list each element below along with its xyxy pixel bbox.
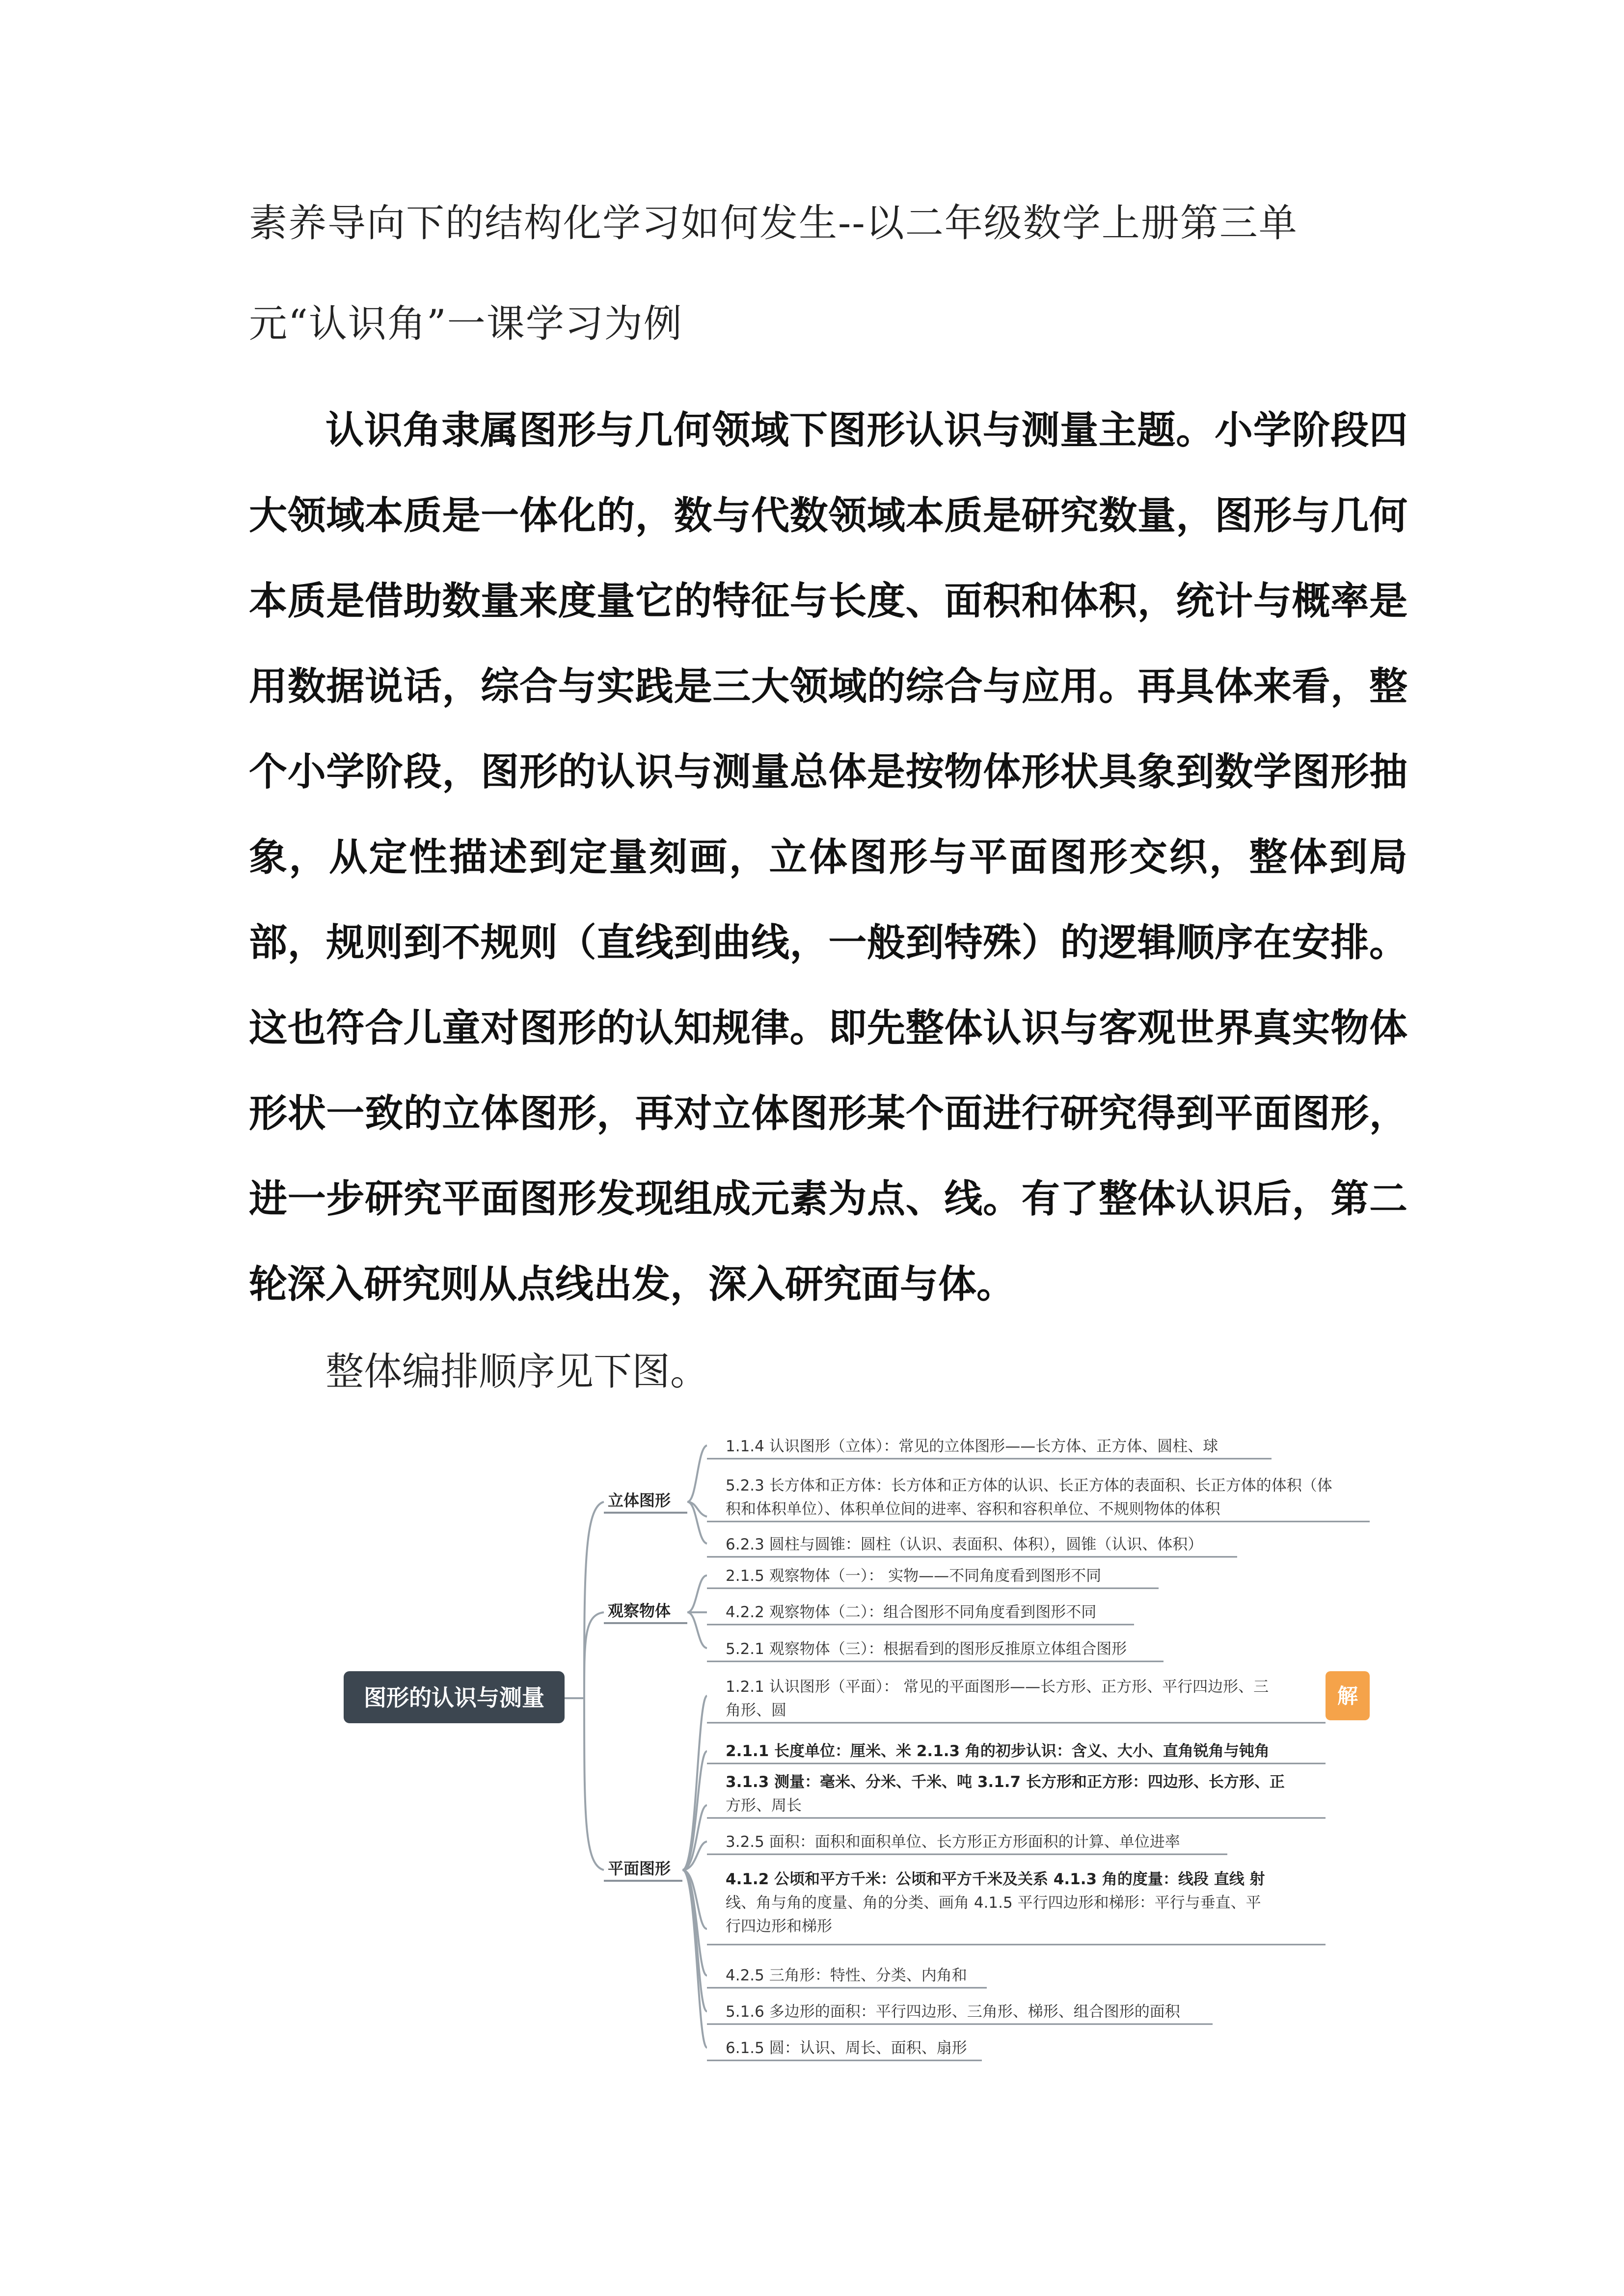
leaf-text: 角形、圆 xyxy=(726,1702,786,1719)
leaf-text: 4.2.5 三角形：特性、分类、内角和 xyxy=(726,1967,967,1984)
leaf-text: 1.1.4 认识图形（立体）：常见的立体图形——长方体、正方体、圆柱、球 xyxy=(726,1438,1218,1455)
mindmap-connectors xyxy=(565,1445,707,2048)
side-tag-label: 解 xyxy=(1337,1684,1358,1708)
leaf-text: 行四边形和梯形 xyxy=(726,1918,832,1935)
leaf-text: 6.1.5 圆：认识、周长、面积、扇形 xyxy=(726,2039,967,2057)
leaf-text: 4.1.2 公顷和平方千米：公顷和平方千米及关系 4.1.3 角的度量：线段 直线 射 xyxy=(726,1870,1265,1888)
leaf-text: 2.1.1 长度单位：厘米、米 2.1.3 角的初步认识：含义、大小、直角锐角与钝角 xyxy=(726,1742,1270,1760)
doc-title-line-1: 素养导向下的结构化学习如何发生--以二年级数学上册第三单 xyxy=(249,201,1298,245)
root-node-label: 图形的认识与测量 xyxy=(364,1684,544,1711)
branch-label-observe: 观察物体 xyxy=(608,1602,671,1620)
body-paragraph: 认识角隶属图形与几何领域下图形认识与测量主题。小学阶段四大领域本质是一体化的，数与代数领域本质是研究数量，图形与几何本质是借助数量来度量它的特征与长度、面积和体积，统计与概率是用数据说话，综合与实践是三大领域的综合与应用。再具体来看，整个小学阶段，图形的认识与测量总体是按物体形状具象到数学图形抽象，从定性描述到定量刻画，立体图形与平面图形交织，整体到局部，规则到不规则（直线到曲线，一般到特殊）的逻辑顺序在安排。这也符合儿童对图形的认知规律。即先整体认识与客观世界真实物体形状一致的立体图形，再对立体图形某个面进行研究得到平面图形，进一步研究平面图形发现组成元素为点、线。有了整体认识后，第二轮深入研究则从点线出发，深入研究面与体。 xyxy=(249,408,1407,1307)
branch-label-solid: 立体图形 xyxy=(608,1491,671,1510)
figure-caption: 整体编排顺序见下图。 xyxy=(325,1350,709,1394)
leaf-text: 5.2.3 长方体和正方体：长方体和正方体的认识、长正方体的表面积、长正方体的体积（体 xyxy=(726,1477,1332,1495)
branch-underlines xyxy=(604,1513,687,1881)
leaf-text: 5.2.1 观察物体（三）：根据看到的图形反推原立体组合图形 xyxy=(726,1640,1127,1658)
doc-title-line-2: 元“认识角”一课学习为例 xyxy=(249,302,683,346)
branch-label-plane: 平面图形 xyxy=(608,1859,671,1878)
leaf-text: 4.2.2 观察物体（二）：组合图形不同角度看到图形不同 xyxy=(726,1603,1097,1621)
leaf-text: 3.2.5 面积：面积和面积单位、长方形正方形面积的计算、单位进率 xyxy=(726,1833,1180,1851)
leaf-text: 5.1.6 多边形的面积：平行四边形、三角形、梯形、组合图形的面积 xyxy=(726,2003,1180,2021)
leaf-text: 线、角与角的度量、角的分类、画角 4.1.5 平行四边形和梯形：平行与垂直、平 xyxy=(726,1894,1261,1912)
leaf-text: 2.1.5 观察物体（一）： 实物——不同角度看到图形不同 xyxy=(726,1567,1102,1585)
leaf-text: 1.2.1 认识图形（平面）： 常见的平面图形——长方形、正方形、平行四边形、三 xyxy=(726,1678,1269,1696)
leaf-text: 3.1.3 测量：毫米、分米、千米、吨 3.1.7 长方形和正方形：四边形、长方形、正 xyxy=(726,1773,1285,1791)
leaf-text: 6.2.3 圆柱与圆锥：圆柱（认识、表面积、体积），圆锥（认识、体积） xyxy=(726,1536,1203,1553)
leaf-text: 方形、周长 xyxy=(726,1797,802,1815)
leaf-text: 积和体积单位）、体积单位间的进率、容积和容积单位、不规则物体的体积 xyxy=(726,1500,1220,1518)
